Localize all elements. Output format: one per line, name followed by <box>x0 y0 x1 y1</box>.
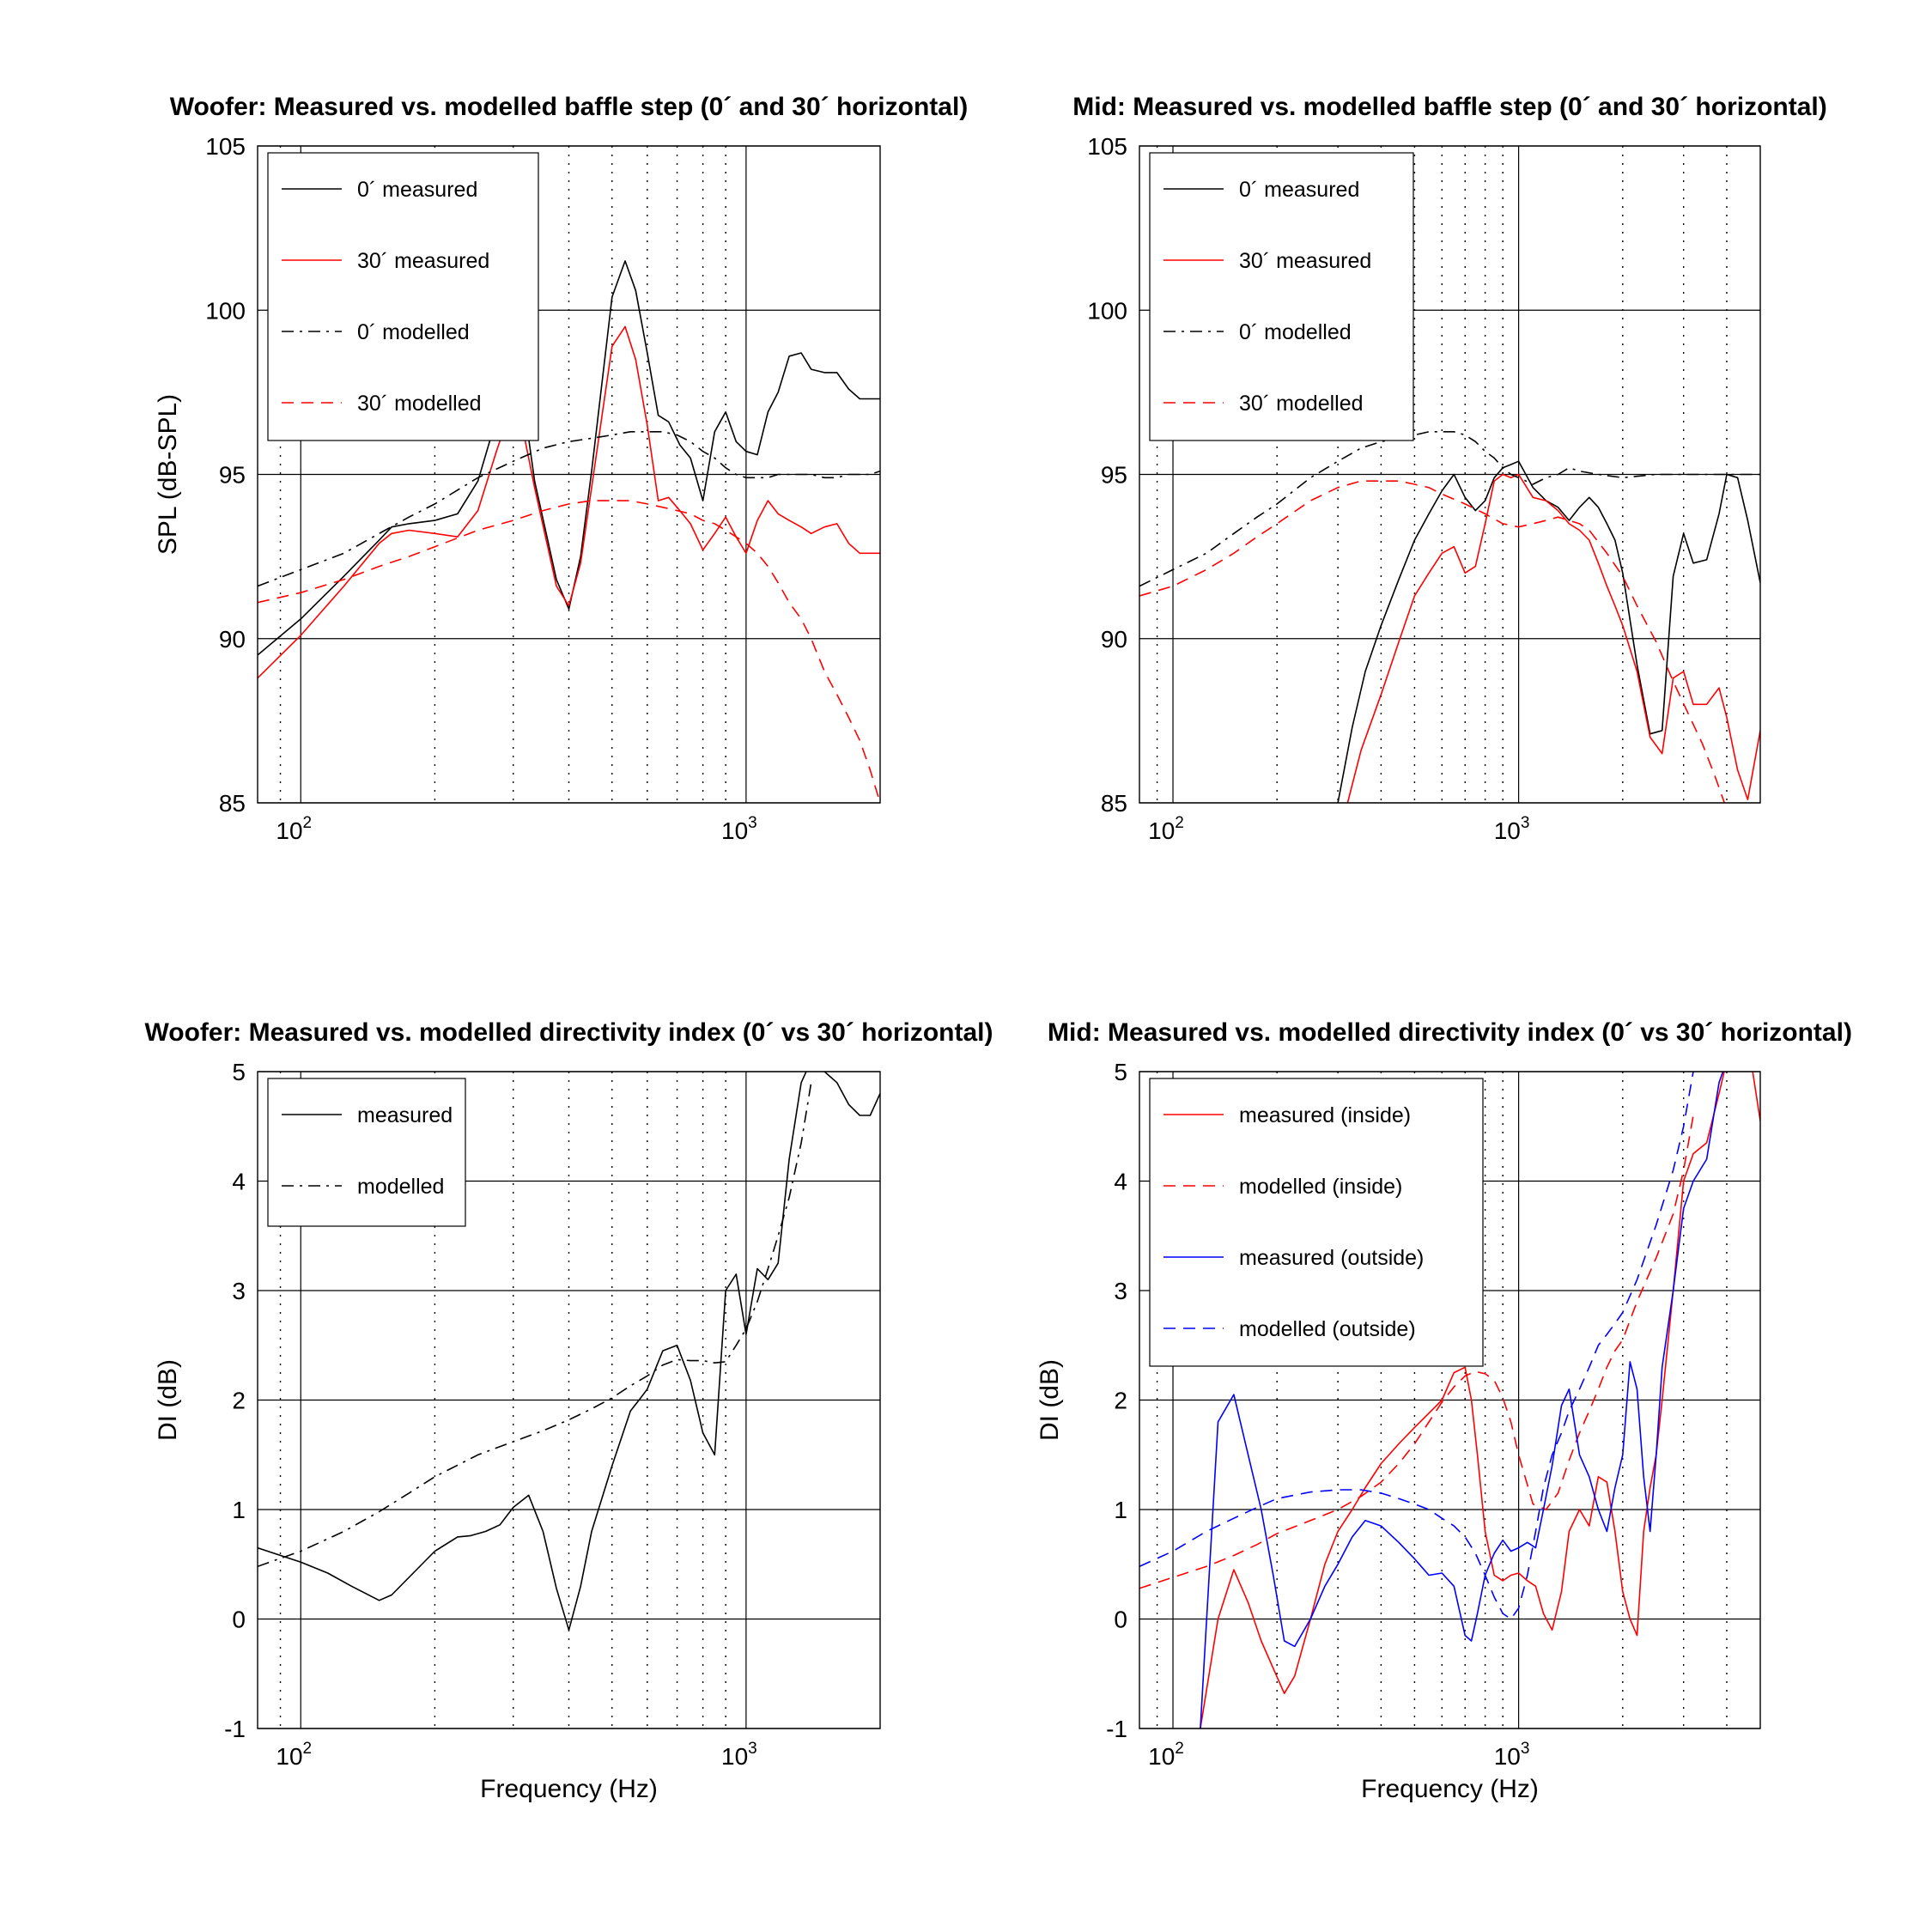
y-tick-label: 100 <box>1087 297 1127 325</box>
y-tick-label: 0 <box>232 1606 246 1633</box>
y-tick-label: 1 <box>1114 1497 1127 1523</box>
y-tick-label: 100 <box>205 297 246 325</box>
mid-baffle-step-chart <box>1072 93 1826 844</box>
legend-entry: 0´ measured <box>1239 178 1360 202</box>
woofer-directivity-chart <box>144 1018 993 1803</box>
legend-entry: measured <box>357 1103 453 1127</box>
chart-title: Mid: Measured vs. modelled directivity index (0´ vs 30´ horizontal) <box>1048 1018 1852 1047</box>
y-tick-label: 5 <box>232 1059 246 1085</box>
y-tick-label: 5 <box>1114 1059 1127 1085</box>
legend-entry: 30´ modelled <box>357 392 482 416</box>
x-tick-exponent: 3 <box>1520 814 1530 832</box>
x-tick-base: 10 <box>1493 1743 1521 1770</box>
x-tick-exponent: 2 <box>302 1740 313 1758</box>
legend-box <box>268 1078 465 1226</box>
y-tick-label: 85 <box>218 790 246 817</box>
y-tick-label: 105 <box>205 133 246 160</box>
legend-entry: 0´ measured <box>357 178 478 202</box>
x-tick-exponent: 3 <box>1520 1740 1530 1758</box>
y-tick-label: 85 <box>1100 790 1127 817</box>
y-tick-label: 4 <box>1114 1168 1127 1195</box>
legend-entry: 0´ modelled <box>357 320 470 344</box>
y-tick-label: 3 <box>1114 1278 1127 1304</box>
chart-title: Woofer: Measured vs. modelled directivity index (0´ vs 30´ horizontal) <box>144 1018 993 1047</box>
chart-title: Mid: Measured vs. modelled baffle step (0´ and 30´ horizontal) <box>1072 93 1827 121</box>
x-tick-exponent: 2 <box>302 814 313 832</box>
y-tick-label: -1 <box>1106 1716 1127 1742</box>
x-tick-exponent: 3 <box>748 1740 757 1758</box>
legend-entry: 30´ modelled <box>1239 392 1364 416</box>
x-tick-base: 10 <box>276 817 303 844</box>
legend <box>268 1078 465 1226</box>
y-axis-label: DI (dB) <box>1036 1358 1064 1442</box>
y-tick-label: 2 <box>1114 1387 1127 1414</box>
y-tick-label: 4 <box>232 1168 246 1195</box>
y-tick-label: 90 <box>1100 625 1127 653</box>
legend-entry: modelled (outside) <box>1239 1317 1416 1341</box>
y-axis-label: SPL (dB-SPL) <box>154 393 182 556</box>
y-tick-label: 90 <box>218 625 246 653</box>
y-axis-label: DI (dB) <box>154 1358 182 1442</box>
legend-entry: 0´ modelled <box>1239 320 1352 344</box>
x-tick-base: 10 <box>1148 1743 1176 1770</box>
y-tick-label: 1 <box>232 1497 246 1523</box>
y-tick-label: 0 <box>1114 1606 1127 1633</box>
legend-entry: 30´ measured <box>357 249 490 273</box>
chart-title: Woofer: Measured vs. modelled baffle step (0´ and 30´ horizontal) <box>169 93 969 121</box>
x-tick-base: 10 <box>721 1743 749 1770</box>
y-tick-label: 105 <box>1087 133 1127 160</box>
legend-entry: measured (outside) <box>1239 1246 1425 1270</box>
y-tick-label: -1 <box>224 1716 246 1742</box>
woofer-baffle-step-chart <box>154 93 968 844</box>
y-tick-label: 95 <box>1100 461 1127 489</box>
x-tick-exponent: 3 <box>748 814 757 832</box>
x-tick-base: 10 <box>1148 817 1176 844</box>
x-tick-base: 10 <box>276 1743 303 1770</box>
x-tick-exponent: 2 <box>1175 1740 1184 1758</box>
legend-entry: modelled <box>357 1175 445 1199</box>
legend <box>1150 1078 1483 1366</box>
x-tick-base: 10 <box>721 817 749 844</box>
mid-directivity-chart <box>1036 1018 1852 1803</box>
y-tick-label: 2 <box>232 1387 246 1414</box>
legend <box>268 153 538 440</box>
y-tick-label: 95 <box>218 461 246 489</box>
x-tick-exponent: 2 <box>1175 814 1184 832</box>
x-tick-base: 10 <box>1493 817 1521 844</box>
legend-entry: modelled (inside) <box>1239 1175 1403 1199</box>
x-axis-label: Frequency (Hz) <box>1361 1775 1539 1803</box>
x-axis-label: Frequency (Hz) <box>480 1775 658 1803</box>
legend <box>1150 153 1413 440</box>
y-tick-label: 3 <box>232 1278 246 1304</box>
legend-entry: 30´ measured <box>1239 249 1372 273</box>
legend-entry: measured (inside) <box>1239 1103 1412 1127</box>
